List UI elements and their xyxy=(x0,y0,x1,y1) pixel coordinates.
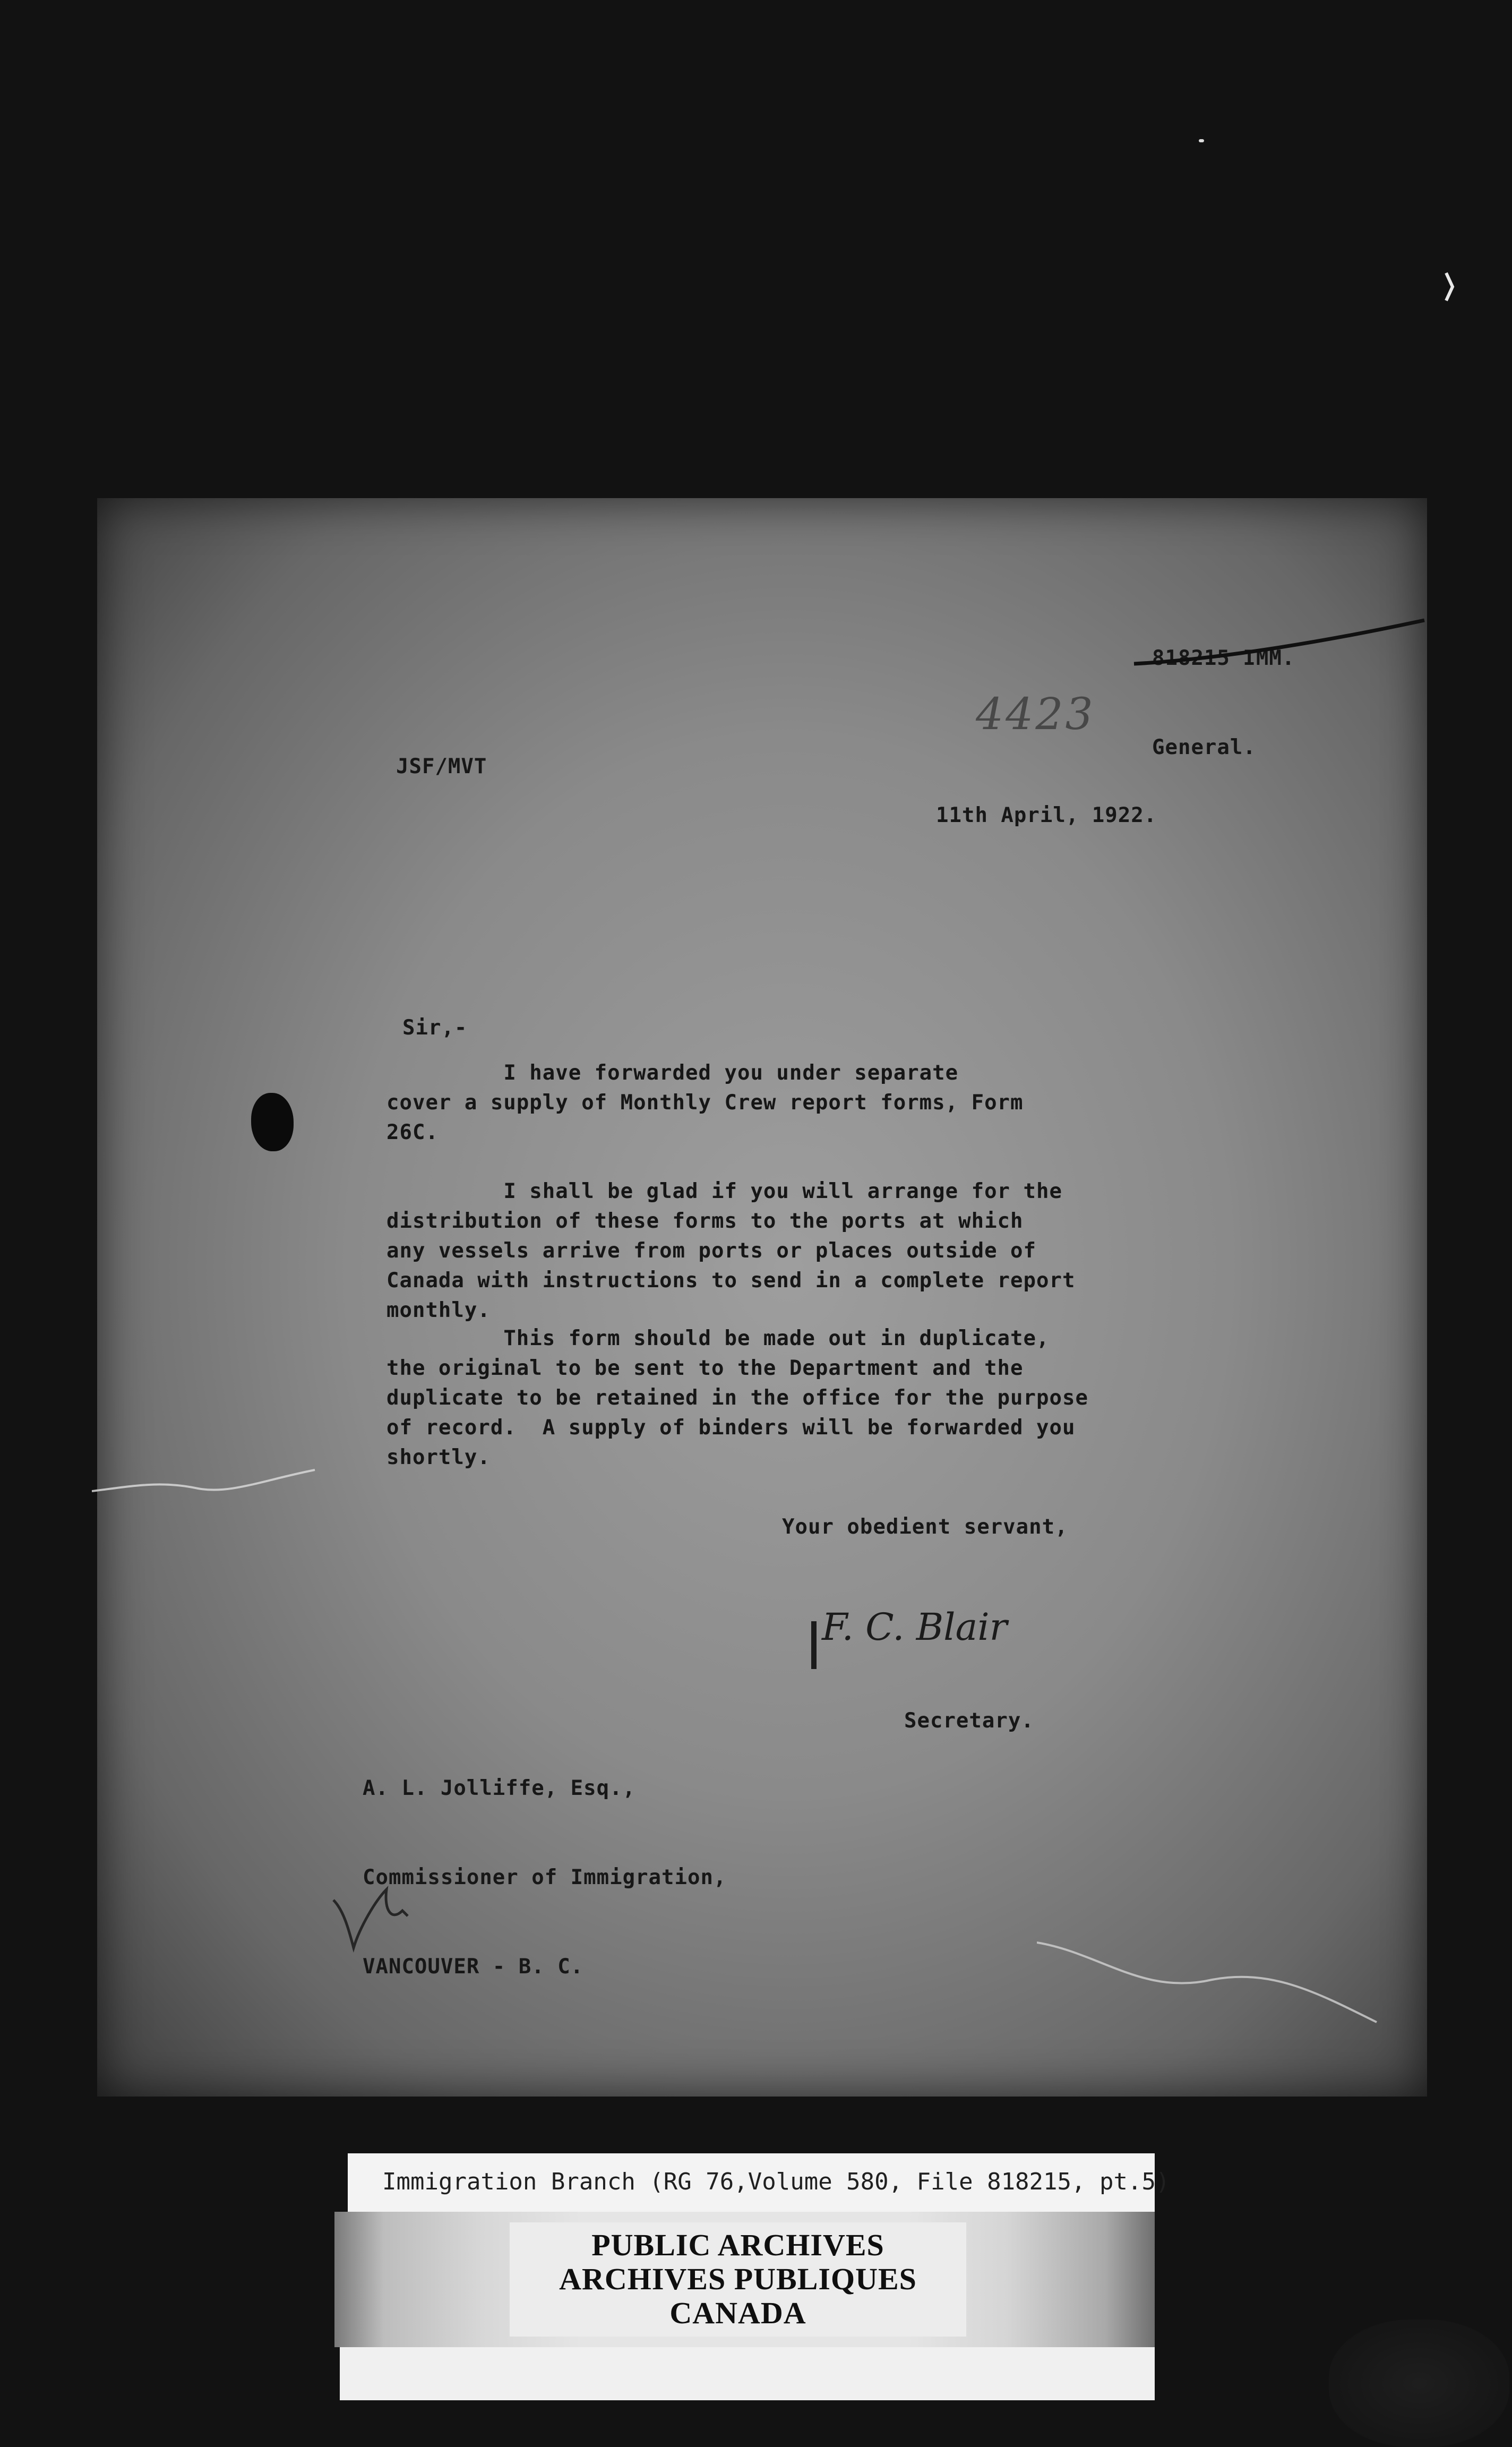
page-crease-right xyxy=(1037,1932,1408,2038)
file-reference-underline xyxy=(1130,611,1427,674)
archive-stamp xyxy=(510,2222,966,2337)
signatory-title: Secretary. xyxy=(904,1709,1034,1733)
addressee-name: A. L. Jolliffe, Esq., xyxy=(363,1776,636,1800)
punch-hole xyxy=(251,1093,294,1151)
archive-stamp-line-3: CANADA xyxy=(669,2296,806,2330)
file-reference-category: General. xyxy=(1152,735,1256,759)
salutation: Sir,- xyxy=(402,1016,468,1040)
page-crease-left xyxy=(92,1449,336,1502)
archive-stamp-line-1: PUBLIC ARCHIVES xyxy=(591,2228,884,2262)
archive-caption-strip xyxy=(348,2153,1170,2212)
paragraph-3: This form should be made out in duplicate, the original to be sent to the Department and the duplicate to be retained in the office for the purpose of record. A supply of binders will be forwarded you shortly. xyxy=(386,1327,1088,1469)
typist-initials: JSF/MVT xyxy=(396,755,487,778)
signature: F. C. Blair xyxy=(822,1605,1008,1649)
pencil-annotation xyxy=(328,1879,418,1953)
paragraph-2: I shall be glad if you will arrange for the distribution of these forms to the ports at which any vessels arrive from ports or places outside of Canada with instructions to send in a complete report monthly. xyxy=(386,1179,1076,1322)
file-reference-number: 818215 IMM. xyxy=(1152,646,1295,670)
film-bottom-strip xyxy=(340,2347,1155,2400)
paragraph-1: I have forwarded you under separate cover a supply of Monthly Crew report forms, Form 26C. xyxy=(386,1061,1024,1144)
handwritten-file-number: 4423 xyxy=(976,689,1095,740)
addressee-block xyxy=(363,1714,726,2041)
signature-stroke xyxy=(811,1621,817,1669)
closing: Your obedient servant, xyxy=(782,1515,1068,1539)
letter-page xyxy=(97,498,1427,2097)
archive-caption: Immigration Branch (RG 76,Volume 580, File 818215, pt.5) xyxy=(382,2168,1170,2195)
page-stain xyxy=(1329,2320,1509,2447)
letter-date: 11th April, 1922. xyxy=(936,803,1157,827)
archive-stamp-strip xyxy=(334,2212,1155,2347)
film-speck xyxy=(1199,139,1204,142)
addressee-location: VANCOUVER - B. C. xyxy=(363,1955,584,1979)
archive-stamp-line-2: ARCHIVES PUBLIQUES xyxy=(559,2262,917,2296)
film-tick-mark xyxy=(1444,272,1455,302)
addressee-title: Commissioner of Immigration, xyxy=(363,1866,727,1889)
